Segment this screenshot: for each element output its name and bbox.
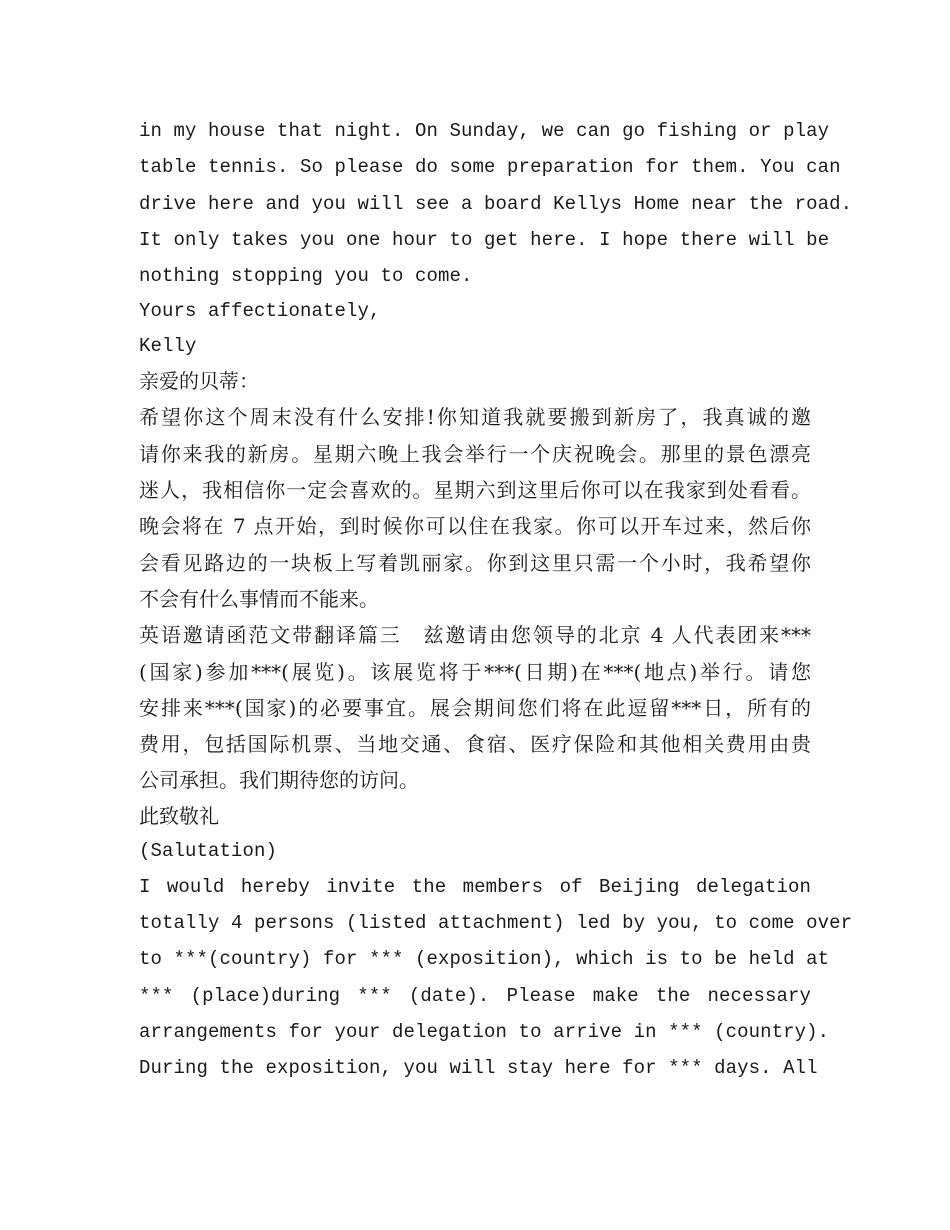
text-line: 公司承担。我们期待您的访问。 (139, 768, 419, 793)
text-line: It only takes you one hour to get here. I hope there will be (139, 228, 830, 251)
section-three-paragraph (139, 617, 811, 798)
kelly-letter-paragraph (139, 113, 853, 294)
document-body (139, 113, 853, 1087)
text-line: (国家)参加***(展览)。该展览将于***(日期)在***(地点)举行。请您 (139, 659, 811, 684)
salutation: (Salutation) (139, 839, 278, 862)
text-line: table tennis. So please do some preparation for them. You can (139, 156, 841, 179)
text-line: 迷人，我相信你一定会喜欢的。星期六到这里后你可以在我家到处看看。 (139, 478, 811, 503)
text-line: 不会有什么事情而不能来。 (139, 586, 379, 611)
text-line: 安排来***(国家)的必要事宜。展会期间您们将在此逗留***日，所有的 (139, 695, 811, 720)
text-line: totally 4 persons (listed attachment) led by you, to come over (139, 912, 853, 935)
zh-closing: 此致敬礼 (139, 803, 219, 828)
zh-translation-paragraph (139, 399, 811, 617)
en-invitation-paragraph (139, 869, 853, 1087)
text-line: 晚会将在 7 点开始，到时候你可以住在我家。你可以开车过来，然后你 (139, 514, 811, 539)
text-line: in my house that night. On Sunday, we can go fishing or play (139, 120, 830, 142)
text-line: 希望你这个周末没有什么安排!你知道我就要搬到新房了，我真诚的邀 (139, 405, 811, 430)
text-line: drive here and you will see a board Kellys Home near the road. (139, 192, 853, 215)
text-line: 会看见路边的一块板上写着凯丽家。你到这里只需一个小时，我希望你 (139, 550, 811, 575)
text-line: 费用，包括国际机票、当地交通、食宿、医疗保险和其他相关费用由贵 (139, 732, 811, 757)
text-line: During the exposition, you will stay here for *** days. All (139, 1057, 818, 1080)
text-line: 请你来我的新房。星期六晚上我会举行一个庆祝晚会。那里的景色漂亮 (139, 441, 811, 466)
zh-greeting: 亲爱的贝蒂： (139, 369, 259, 394)
text-line: *** (place)during *** (date). Please make the necessary (139, 984, 811, 1007)
text-line: arrangements for your delegation to arrive in *** (country). (139, 1020, 830, 1043)
letter-closing: Yours affectionately, (139, 300, 381, 323)
text-line: I would hereby invite the members of Beijing delegation (139, 875, 811, 898)
text-line: 英语邀请函范文带翻译篇三 兹邀请由您领导的北京 4 人代表团来*** (139, 623, 811, 648)
letter-signature: Kelly (139, 335, 197, 358)
text-line: to ***(country) for *** (exposition), which is to be held at (139, 948, 830, 971)
text-line: nothing stopping you to come. (139, 265, 473, 288)
